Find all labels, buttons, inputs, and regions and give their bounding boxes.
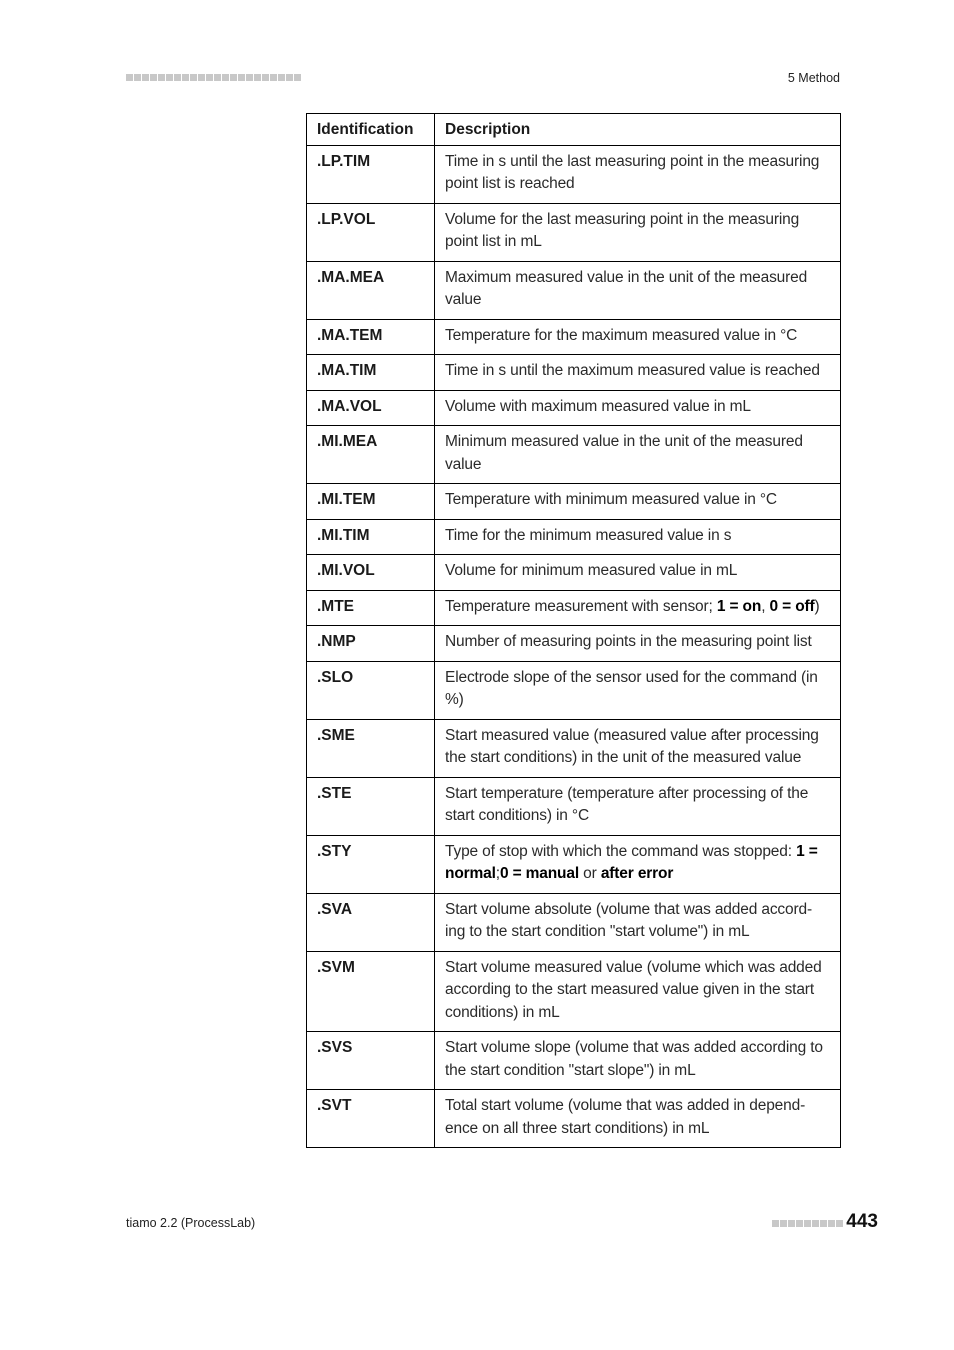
table-row [307,719,841,777]
separator: ; [495,865,500,882]
table-row [307,261,841,319]
table-row [307,777,841,835]
identification-cell: .MI.TIM [307,519,435,555]
table-row [307,835,841,893]
table-row [307,145,841,203]
description-cell: Maximum measured value in the unit of the measured value [435,261,841,319]
identification-cell: .SME [307,719,435,777]
identification-cell: .SVS [307,1032,435,1090]
description-cell: Start volume slope (volume that was added according to the start condition "start slope") in mL [435,1032,841,1090]
table-row [307,484,841,520]
description-cell: Time for the minimum measured value in s [435,519,841,555]
table-row [307,555,841,591]
table-row [307,355,841,391]
option-normal: 1 = normal [445,842,818,882]
table-row [307,1090,841,1148]
identification-cell: .SLO [307,661,435,719]
description-cell: Start temperature (temperature after processing of the start conditions) in °C [435,777,841,835]
table-row [307,893,841,951]
option-manual: 0 = manual [499,865,580,882]
description-cell: Minimum measured value in the unit of the measured value [435,426,841,484]
description-cell [435,835,841,893]
description-text: Temperature measurement with sensor; [445,597,717,615]
identification-cell: .MI.TEM [307,484,435,520]
description-cell: Total start volume (volume that was added in depend-ence on all three start conditions) in mL [435,1090,841,1148]
closing-paren: ) [814,597,820,615]
table-row [307,626,841,662]
description-text: Type of stop with which the command was stopped: [445,842,797,860]
identification-cell: .MA.TIM [307,355,435,391]
column-header-identification: Identification [307,114,435,146]
description-cell: Start measured value (measured value after processing the start conditions) in the unit of the measured value [435,719,841,777]
table-row [307,203,841,261]
header-section-title: 5 Method [787,71,840,85]
table-header-row [307,114,841,146]
description-cell [435,590,841,626]
separator: or [579,865,601,882]
table-row [307,951,841,1032]
identification-cell: .SVM [307,951,435,1032]
separator: , [761,597,770,615]
table-row [307,661,841,719]
description-cell: Temperature with minimum measured value in °C [435,484,841,520]
identification-cell: .MA.VOL [307,390,435,426]
identification-cell: .LP.VOL [307,203,435,261]
column-header-description: Description [435,114,841,146]
header-decoration [126,74,301,81]
identification-cell: .MA.MEA [307,261,435,319]
description-cell: Number of measuring points in the measuring point list [435,626,841,662]
description-cell: Temperature for the maximum measured value in °C [435,319,841,355]
identification-cell: .MTE [307,590,435,626]
identification-cell: .STE [307,777,435,835]
table-row [307,319,841,355]
footer-product-name: tiamo 2.2 (ProcessLab) [126,1216,256,1230]
identification-cell: .SVA [307,893,435,951]
page-number: 443 [846,1211,878,1232]
table-row [307,426,841,484]
option-off: 0 = off [769,597,815,615]
identification-table [306,113,841,1148]
identification-cell: .NMP [307,626,435,662]
description-cell: Volume for the last measuring point in the measuring point list in mL [435,203,841,261]
identification-cell: .SVT [307,1090,435,1148]
table-row [307,1032,841,1090]
identification-cell: .STY [307,835,435,893]
description-cell: Volume for minimum measured value in mL [435,555,841,591]
option-after-error: after error [600,865,674,882]
description-cell: Time in s until the maximum measured value is reached [435,355,841,391]
identification-cell: .MI.VOL [307,555,435,591]
table-row [307,519,841,555]
table-row [307,390,841,426]
description-cell: Volume with maximum measured value in mL [435,390,841,426]
description-cell: Start volume measured value (volume which was added according to the start measured value given in the start conditions) in mL [435,951,841,1032]
table-row [307,590,841,626]
footer-decoration [772,1220,843,1227]
description-cell: Electrode slope of the sensor used for the command (in %) [435,661,841,719]
description-cell: Time in s until the last measuring point in the measuring point list is reached [435,145,841,203]
description-cell: Start volume absolute (volume that was added accord-ing to the start condition "start volume") in mL [435,893,841,951]
identification-cell: .LP.TIM [307,145,435,203]
option-on: 1 = on [716,597,762,615]
identification-cell: .MA.TEM [307,319,435,355]
identification-cell: .MI.MEA [307,426,435,484]
